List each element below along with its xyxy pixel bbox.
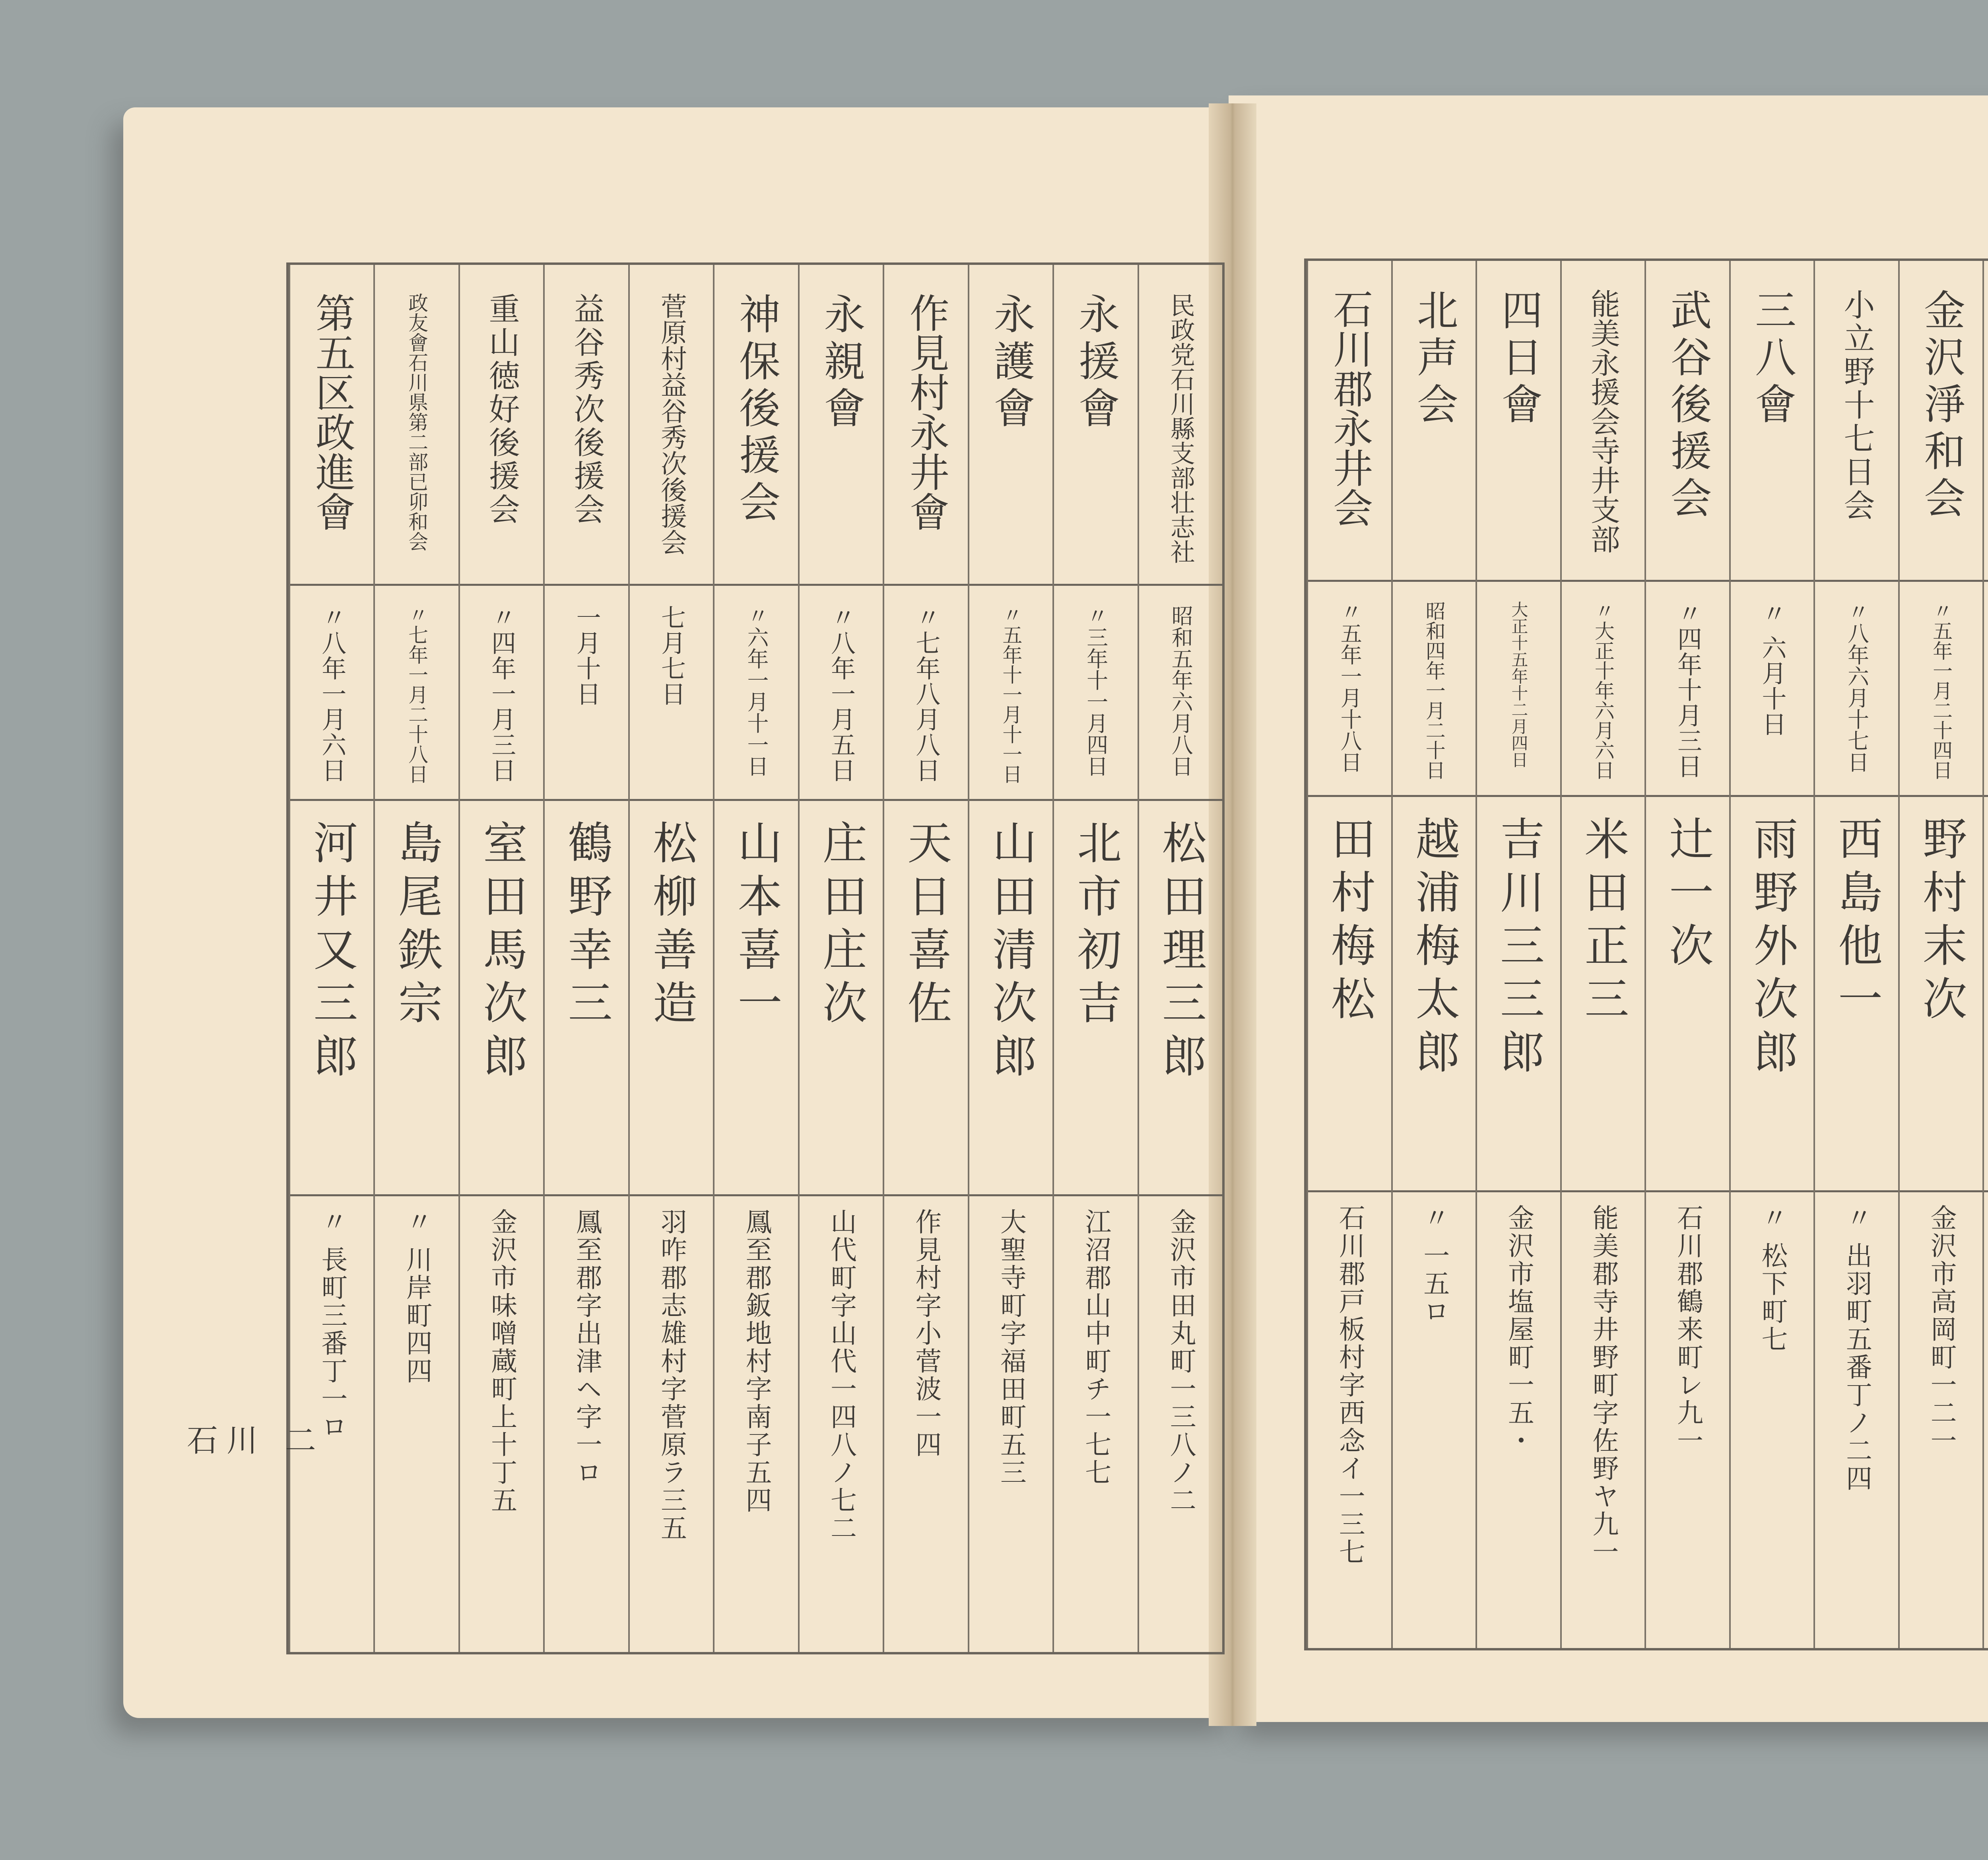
- cell-address: [1731, 1204, 1814, 1634]
- person-text: 吉川三三郎: [1493, 816, 1545, 1083]
- page-footer: 石川 二: [187, 1423, 325, 1459]
- name-text: 石川郡永井会: [1326, 288, 1373, 527]
- table-row: [798, 265, 883, 1652]
- name-text: 作見村永井會: [903, 292, 949, 531]
- name-text: 四日會: [1494, 288, 1543, 430]
- table-row: [1898, 261, 1983, 1648]
- person-text: 松田理三郎: [1155, 820, 1207, 1086]
- address-text: 石川郡鶴来町レ九一: [1672, 1204, 1703, 1455]
- cell-person: [1393, 816, 1476, 1176]
- cell-person: [884, 820, 967, 1180]
- cell-person: [969, 820, 1052, 1180]
- person-text: 田村梅松: [1324, 816, 1376, 1029]
- cell-date: [800, 605, 883, 785]
- cell-date: [714, 605, 798, 785]
- cell-name: [1054, 293, 1137, 570]
- cell-address: [545, 1208, 628, 1638]
- table-row: [1391, 261, 1476, 1648]
- cell-name: [375, 293, 458, 570]
- name-text: 金沢淨和会: [1917, 288, 1966, 523]
- date-text: 〃六年一月十一日: [744, 604, 769, 777]
- name-text: 民政党石川縣支部壮志社: [1166, 292, 1196, 564]
- date-text: 〃八年一月五日: [827, 604, 856, 783]
- table-row: [883, 265, 967, 1652]
- name-text: 小立野十七日会: [1839, 288, 1875, 523]
- cell-address: [1393, 1204, 1476, 1634]
- name-text: 三八會: [1747, 288, 1796, 430]
- cell-name: [1562, 289, 1645, 566]
- address-text: 〃 川岸町四四: [402, 1208, 433, 1385]
- cell-address: [375, 1208, 458, 1638]
- cell-name: [1731, 289, 1814, 566]
- cell-address: [630, 1208, 713, 1638]
- date-text: 〃八年六月十七日: [1844, 601, 1870, 773]
- cell-name: [460, 293, 543, 570]
- address-text: 〃 長町三番丁一ロ: [316, 1208, 348, 1441]
- cell-name: [1900, 289, 1983, 566]
- cell-address: [1477, 1204, 1560, 1634]
- cell-date: [1900, 601, 1983, 781]
- cell-person: [630, 820, 713, 1180]
- address-text: 鳳至郡鈑地村字南子五四: [741, 1208, 772, 1514]
- right-register-table: [1304, 258, 1988, 1650]
- date-text: 〃大正十年六月六日: [1591, 601, 1615, 780]
- cell-person: [460, 820, 543, 1180]
- cell-date: [1562, 601, 1645, 781]
- name-text: 神保後援会: [732, 292, 780, 527]
- person-text: 室田馬次郎: [476, 820, 528, 1086]
- cell-name: [1984, 289, 1988, 566]
- date-text: 〃五年一月二十四日: [1930, 601, 1953, 780]
- date-text: 〃七年一月二十八日: [405, 604, 429, 784]
- date-text: 〃八年一月六日: [317, 604, 347, 783]
- date-text: 大正十五年十二月四日: [1509, 601, 1529, 768]
- person-text: 天日喜佐: [900, 820, 952, 1033]
- cell-name: [714, 293, 798, 570]
- address-text: 作見村字小菅波一四: [911, 1208, 942, 1459]
- name-text: 武谷後援会: [1663, 288, 1712, 523]
- cell-date: [630, 605, 713, 785]
- person-text: 河井又三郎: [306, 820, 358, 1086]
- cell-address: [1054, 1208, 1137, 1638]
- cell-date: [1054, 605, 1137, 785]
- date-text: 一月十日: [572, 604, 602, 707]
- name-text: 政友會石川県第二部已卯和会: [405, 292, 429, 551]
- table-row: [1475, 261, 1560, 1648]
- address-text: 金沢市高岡町一二一: [1926, 1204, 1957, 1455]
- table-row: [1560, 261, 1645, 1648]
- cell-name: [1393, 289, 1476, 566]
- date-text: 昭和四年一月二十日: [1422, 601, 1446, 780]
- cell-name: [1477, 289, 1560, 566]
- name-text: 益谷秀次後援会: [569, 292, 605, 527]
- cell-person: [1477, 816, 1560, 1176]
- cell-date: [1984, 601, 1988, 781]
- cell-date: [375, 605, 458, 785]
- cell-address: [460, 1208, 543, 1638]
- person-text: 野村末次: [1915, 816, 1967, 1029]
- cell-person: [375, 820, 458, 1180]
- cell-name: [1646, 289, 1729, 566]
- table-row: [373, 265, 458, 1652]
- left-register-table: [286, 262, 1225, 1654]
- cell-address: [1562, 1204, 1645, 1634]
- table-row: [1052, 265, 1137, 1652]
- cell-date: [1393, 601, 1476, 781]
- cell-address: [1984, 1204, 1988, 1634]
- table-row: [713, 265, 798, 1652]
- person-text: 島尾鉄宗: [391, 820, 443, 1033]
- address-text: 羽咋郡志雄村字菅原ラ三五: [656, 1208, 687, 1542]
- address-text: 〃 出羽町五番丁ノ二四: [1841, 1204, 1872, 1493]
- cell-person: [290, 820, 373, 1180]
- cell-person: [800, 820, 883, 1180]
- cell-name: [800, 293, 883, 570]
- name-text: 永護會: [986, 292, 1035, 433]
- cell-person: [1646, 816, 1729, 1176]
- date-text: 〃 六月十日: [1757, 601, 1787, 737]
- cell-date: [1731, 601, 1814, 781]
- person-text: 庄田庄次: [815, 820, 867, 1033]
- cell-person: [1562, 816, 1645, 1176]
- date-text: 七月七日: [657, 604, 686, 707]
- name-text: 永親會: [817, 292, 866, 433]
- cell-address: [1815, 1204, 1898, 1634]
- address-text: 石川郡戸板村字西念イ一三七: [1334, 1204, 1365, 1566]
- table-row: [1644, 261, 1729, 1648]
- cell-date: [1308, 601, 1391, 781]
- person-text: 辻一次: [1662, 816, 1714, 976]
- cell-address: [1139, 1208, 1222, 1638]
- cell-person: [1815, 816, 1898, 1176]
- cell-person: [545, 820, 628, 1180]
- cell-date: [1477, 601, 1560, 781]
- table-row: [1982, 261, 1988, 1648]
- cell-date: [1139, 605, 1222, 785]
- date-text: 〃五年十一月十一日: [999, 604, 1023, 784]
- cell-date: [969, 605, 1052, 785]
- address-text: 〃 松下町七: [1757, 1204, 1788, 1353]
- cell-address: [800, 1208, 883, 1638]
- table-row: [628, 265, 713, 1652]
- address-text: 能美郡寺井野町字佐野ヤ九一: [1588, 1204, 1619, 1566]
- cell-name: [290, 293, 373, 570]
- cell-address: [714, 1208, 798, 1638]
- address-text: 金沢市塩屋町一五・: [1503, 1204, 1534, 1455]
- person-text: 山本喜一: [730, 820, 782, 1033]
- cell-person: [1139, 820, 1222, 1180]
- person-text: 北市初吉: [1070, 820, 1122, 1033]
- name-text: 能美永援会寺井支部: [1586, 288, 1620, 554]
- name-text: 永援會: [1071, 292, 1120, 433]
- address-text: 大聖寺町字福田町五三: [996, 1208, 1027, 1487]
- address-text: 江沼郡山中町チ一七七: [1080, 1208, 1111, 1487]
- date-text: 〃四年十月三日: [1673, 601, 1703, 779]
- table-row: [1138, 265, 1222, 1652]
- address-text: 〃 一五ロ: [1419, 1204, 1450, 1326]
- person-text: 西島他一: [1831, 816, 1883, 1029]
- date-text: 〃五年一月十八日: [1337, 601, 1363, 773]
- cell-name: [969, 293, 1052, 570]
- cell-date: [460, 605, 543, 785]
- person-text: 松柳善造: [645, 820, 697, 1033]
- cell-address: [969, 1208, 1052, 1638]
- cell-date: [290, 605, 373, 785]
- table-row: [1729, 261, 1814, 1648]
- address-text: 鳳至郡字出津ヘ字一ロ: [571, 1208, 602, 1487]
- cell-person: [1731, 816, 1814, 1176]
- person-text: 雨野外次郎: [1746, 816, 1798, 1083]
- table-row: [543, 265, 628, 1652]
- name-text: 北声会: [1409, 288, 1458, 430]
- table-row: [458, 265, 543, 1652]
- cell-name: [1308, 289, 1391, 566]
- cell-name: [1815, 289, 1898, 566]
- date-text: 昭和五年六月八日: [1168, 604, 1194, 777]
- date-text: 〃四年一月三日: [487, 604, 516, 783]
- cell-date: [1815, 601, 1898, 781]
- cell-name: [1139, 293, 1222, 570]
- person-text: 山田清次郎: [985, 820, 1037, 1086]
- cell-address: [1646, 1204, 1729, 1634]
- cell-name: [630, 293, 713, 570]
- table-row: [1307, 261, 1391, 1648]
- cell-date: [1646, 601, 1729, 781]
- cell-person: [1054, 820, 1137, 1180]
- table-row: [1813, 261, 1898, 1648]
- cell-person: [1308, 816, 1391, 1176]
- cell-address: [884, 1208, 967, 1638]
- person-text: 米田正三: [1577, 816, 1629, 1029]
- name-text: 重山徳好後援会: [483, 292, 520, 527]
- date-text: 〃七年八月八日: [911, 604, 941, 783]
- person-text: 越浦梅太郎: [1408, 816, 1460, 1083]
- cell-date: [545, 605, 628, 785]
- cell-address: [1308, 1204, 1391, 1634]
- address-text: 金沢市田丸町一三八ノ二: [1165, 1208, 1196, 1514]
- person-text: 鶴野幸三: [561, 820, 613, 1033]
- name-text: 第五区政進會: [309, 292, 355, 531]
- cell-address: [1900, 1204, 1983, 1634]
- table-row: [968, 265, 1052, 1652]
- cell-name: [545, 293, 628, 570]
- cell-date: [884, 605, 967, 785]
- cell-person: [1900, 816, 1983, 1176]
- cell-person: [1984, 816, 1988, 1176]
- address-text: 金沢市味噌蔵町上十丁五: [486, 1208, 517, 1514]
- date-text: 〃三年十一月四日: [1083, 604, 1109, 777]
- cell-person: [714, 820, 798, 1180]
- cell-name: [884, 293, 967, 570]
- address-text: 山代町字山代一四八ノ七二: [826, 1208, 857, 1542]
- name-text: 菅原村益谷秀次後援会: [656, 292, 687, 555]
